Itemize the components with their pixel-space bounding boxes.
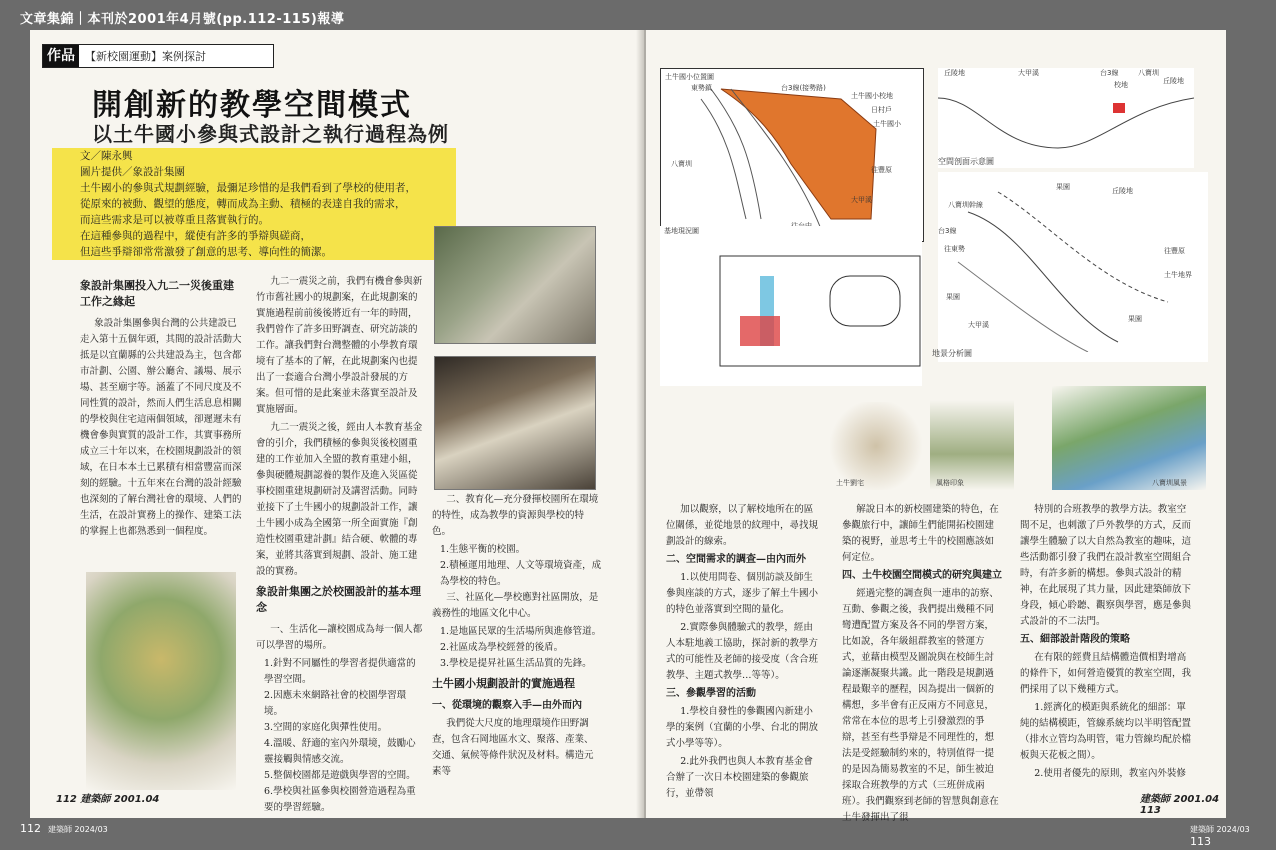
paragraph: 二、教育化—充分發揮校園所在環境的特性，成為教學的資源與學校的特色。: [432, 494, 599, 537]
landscape-analysis-diagram: 果園 丘陵地 八寶圳幹線 台3線 往豐原 往東勢 土牛地界 果園 大甲溪 果園 地景分析圖: [938, 172, 1208, 362]
spatial-section-diagram: 丘陵地 大甲溪 台3線 八寶圳 丘陵地 校地 空間剖面示意圖: [938, 68, 1194, 168]
sub-heading: 四、土牛校園空間模式的研究與建立: [842, 570, 1002, 581]
paragraph: 1.以使用問卷、個別訪談及師生參與座談的方式，逐步了解土牛國小的特色並落實到空間的量化。: [666, 572, 819, 615]
paragraph: 象設計集團參與台灣的公共建設已走入第十五個年頭，其間的設計活動大抵是以宜蘭縣的公共建設為主，包含都市計劃、公園、辦公廳舍、議場、展示場、甚至廟宇等。涵蓋了不同尺度及不同性質的設計，然而人們生活息息相關的學校與住宅這兩個領域，卻遲遲未有機會參與實質的設計工作，其實事務所成立三十年以來，在校園規劃設計的領域，在日本本土已累積有相當豐富而深刻的經驗。十五年來在台灣的設計經驗也深刻的了解台灣社會的環境、人們的生活，在設計實務上的操作、建築工法的掌握上也都熟悉到一個程度。: [80, 318, 242, 537]
sub-heading: 一、從環境的觀察入手—由外而內: [432, 700, 582, 711]
section-heading: 象設計集團投入九二一災後重建工作之緣起: [80, 279, 234, 308]
intro-line: 文／陳永興: [80, 150, 133, 162]
article-subtitle: 以土牛國小參與式設計之執行過程為例: [92, 122, 449, 146]
meeting-photo: [434, 356, 596, 490]
page-footer-left: 112 建築師 2001.04: [56, 794, 160, 805]
list-item: 1.針對不同屬性的學習者提供適當的學習空間。: [264, 658, 416, 685]
column-2: [256, 274, 424, 816]
list-item: 2.因應未來網路社會的校園學習環境。: [264, 690, 407, 717]
column-1: [80, 274, 244, 542]
column-5: [842, 502, 1002, 828]
paragraph: 2.使用者優先的原則，教室內外裝修: [1034, 768, 1186, 779]
list-item: 1.生態平衡的校園。: [440, 544, 526, 555]
sub-heading: 三、參觀學習的活動: [666, 688, 756, 699]
intro-line: 而這些需求是可以被尊重且落實執行的。: [80, 214, 269, 226]
category-tab: [42, 44, 274, 68]
list-item: 3.學校是提昇社區生活品質的先鋒。: [440, 658, 592, 669]
page-footer-right: 建築師 2001.04 113: [1140, 794, 1220, 816]
footer-right: 建築師 2024/03 113: [1190, 825, 1250, 848]
paragraph: 一、生活化—讓校園成為每一個人都可以學習的場所。: [256, 624, 423, 651]
paragraph: 經過完整的調查與一連串的訪察、互動、參觀之後，我們提出幾種不同彎遭配置方案及各不同的學習方案，比如說，各年級組群教室的營運方式，並藉由模型及圖說與在校師生討論逐漸凝聚共識。此一階段是規劃過程最艱辛的歷程，因為提出一個新的構想，多半會有正反兩方不同意見，常常在本位的思考上引發激烈的爭辯，甚至有些爭辯是不同理性的，想法是受經驗制約來的，特別值得一提的是因為簡易教室的不足，師生被迫採取合班教學的方式（三班併成兩班）。我們觀察到老師的智慧與創意在土牛發揮出了很: [842, 588, 999, 823]
list-item: 1.是地區民眾的生活場所與進修管道。: [440, 626, 602, 637]
header-label: 文章集錦｜本刊於2001年4月號(pp.112-115)報導: [20, 12, 345, 27]
site-plan-diagram: 基地現況圖: [660, 226, 922, 386]
list-item: 4.溫暖、舒適的室內外環境，鼓勵心靈接觸與情感交流。: [264, 738, 416, 765]
section-heading: 土牛國小規劃設計的實施過程: [432, 677, 575, 690]
paragraph: 三、社區化—學校應對社區開放，是義務性的地區文化中心。: [432, 592, 599, 619]
paragraph: 2.實際參與體驗式的教學，經由人本駐地義工協助，探討新的教學方式的可能性及老師的接受度（含合班教學、主題式教學…等等）。: [666, 622, 819, 681]
left-page: [30, 30, 644, 818]
column-6: [1020, 502, 1192, 784]
sketch-liu-house: 土牛劉宅: [826, 402, 926, 490]
paragraph: 1.學校自發性的參觀國內新建小學的案例（宜蘭的小學、台北的開放式小學等等）。: [666, 706, 819, 749]
paragraph: 加以觀察，以了解校地所在的區位關係，並從地景的紋理中，尋找規劃設計的線索。: [666, 504, 819, 547]
list-item: 6.學校與社區參與校園營造過程為重要的學習經驗。: [264, 786, 416, 813]
list-item: 2.社區成為學校經營的後盾。: [440, 642, 564, 653]
column-3: [432, 492, 602, 782]
right-page: [646, 30, 1226, 823]
list-item: 5.整個校園都是遊戲與學習的空間。: [264, 770, 416, 781]
site-location-map: 土牛國小位置圖 東勢鎮 台3線(接勢路) 土牛國小校地 日村戶 土牛國小 往豐原 大甲溪 八寶圳: [660, 68, 924, 242]
intro-line: 但這些爭辯卻常常激發了創意的思考、導向性的簡潔。: [80, 246, 332, 258]
paragraph: 九二一震災之前，我們有機會參與新竹市舊社國小的規劃案，在此規劃案的實施過程前前後後將近有一年的時間，我們曾作了許多田野調查、研究訪談的工作。讓我們對台灣整體的小學教育環境有了基本的了解，在此規劃案內也提出了一套適合台灣小學設計發展的方案。但可惜的是此案並未落實至設計及實施層面。: [256, 276, 423, 415]
site-model-photo: [86, 572, 236, 790]
paragraph: 2.此外我們也與人本教育基金會合辦了一次日本校園建築的參觀旅行，並帶領: [666, 756, 813, 799]
list-item: 3.空間的家庭化與彈性使用。: [264, 722, 388, 733]
intro-line: 圖片提供／象設計集團: [80, 166, 185, 178]
article-title: 開創新的教學空間模式: [92, 88, 412, 123]
paragraph: 九二一震災之後，經由人本教育基金會的引介，我們積極的參與災後校園重建的工作並加入全盟的教育重建小組，參與硬體規劃認養的製作及進入災區從事校園重建規劃研討及講習活動。同時並接下了土牛國小的規劃設計工作，讓土牛國小成為全國第一所全面實施『創造性校園重建計劃』結合硬、軟體的專案，並將其落實到規劃、設計、施工建設的實務。: [256, 422, 423, 577]
paragraph: 我們從大尺度的地理環境作田野調查，包含石岡地區水文、聚落、產業、交通、氣候等條件狀況及材料。構造元素等: [432, 718, 594, 777]
intro-line: 在這種參與的過程中，縱使有許多的爭辯與磋商，: [80, 230, 311, 242]
category-mark: 作品: [43, 45, 79, 67]
paragraph: 在有限的經費且結構體造價相對增高的條件下，如何營造優質的教室空間，我們採用了以下幾種方式。: [1020, 652, 1192, 695]
section-heading: 象設計集團之於校園設計的基本理念: [256, 585, 421, 614]
sketch-style-impression: 風格印象: [930, 400, 1014, 490]
footer-left: 112 建築師 2024/03: [20, 822, 108, 835]
intro-highlight: [52, 148, 456, 260]
school-photo: [434, 226, 596, 344]
sub-heading: 二、空間需求的調查—由內而外: [666, 554, 806, 565]
column-4: [666, 502, 818, 804]
paragraph: 特別的合班教學的教學方法。教室空間不足，也刺激了戶外教學的方式，反而讓學生體驗了以大自然為教室的趣味，這些活動都引發了我們在設計教室空間組合時，有許多新的構想。參與式設計的精神，在此展現了其力量，因此建築師放下身段，傾心聆聽、觀察與學習，應是參與式設計的不二法門。: [1020, 504, 1192, 627]
sketch-babao-canal: 八寶圳風景: [1052, 386, 1206, 490]
paragraph: 解說日本的新校園建築的特色，在參觀旅行中，讓師生們能開拓校園建築的視野，並思考土牛的校園應該如何定位。: [842, 504, 999, 563]
intro-line: 從原來的被動、觀望的態度，轉而成為主動、積極的表達自我的需求，: [80, 198, 406, 210]
school-site-mark: [1113, 103, 1125, 113]
paragraph: 1.經濟化的模距與系統化的細部：單純的結構模距，管線系統均以半明管配置（排水立管均為明管，電力管線均配於檔板與天花板之間）。: [1020, 702, 1192, 761]
intro-line: 土牛國小的參與式規劃經驗，最彌足珍惜的是我們看到了學校的使用者，: [80, 182, 416, 194]
category-text: 【新校園運動】案例探討: [85, 50, 206, 63]
list-item: 2.積極運用地理、人文等環境資產，成為學校的特色。: [440, 560, 602, 587]
sub-heading: 五、細部設計階段的策略: [1020, 634, 1130, 645]
